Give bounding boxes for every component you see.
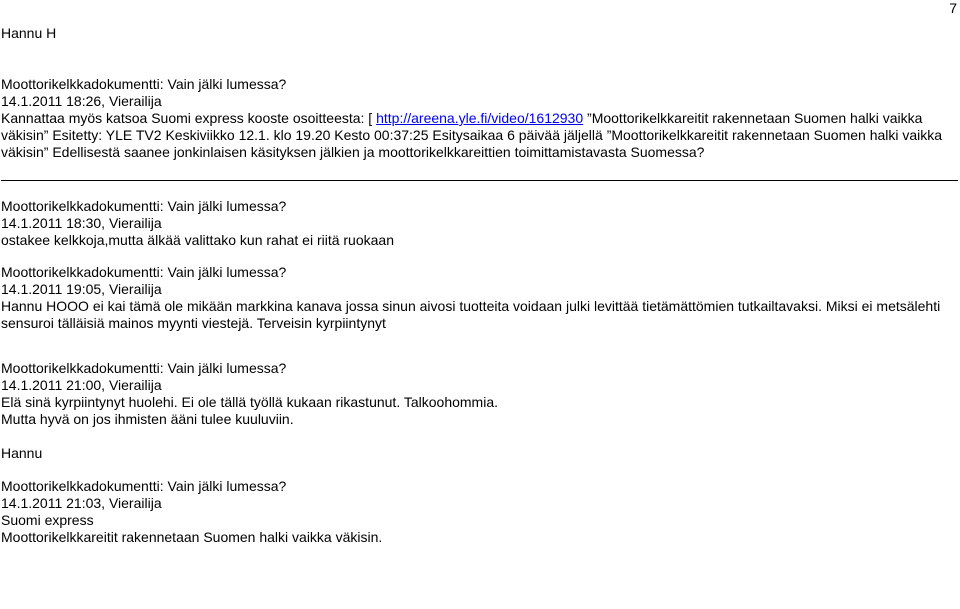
author-name: Hannu H: [1, 25, 57, 41]
page-number: 7: [949, 0, 957, 16]
comment-title: Moottorikelkkadokumentti: Vain jälki lumessa?: [1, 76, 287, 92]
blank-line: [1, 428, 957, 445]
comment-body: Hannu HOOO ei kai tämä ole mikään markkina kanava jossa sinun aivosi tuotteita voidaan julki levittää tietämättömien tutkailtavaksi. Miksi ei metsälehti sensuroi tälläisiä mainos myynti viestejä. Terveisin kyrpiintynyt: [1, 298, 941, 331]
comment-meta: 14.1.2011 19:05, Vierailija: [1, 281, 162, 297]
comment-title: Moottorikelkkadokumentti: Vain jälki lumessa?: [1, 478, 287, 494]
comment-body-line-1: Suomi express: [1, 512, 94, 528]
comment-2: [1, 198, 957, 247]
comment-meta: 14.1.2011 18:26, Vierailija: [1, 93, 162, 109]
comment-body-line-2: Mutta hyvä on jos ihmisten ääni tulee kuuluviin.: [1, 411, 294, 427]
comment-title: Moottorikelkkadokumentti: Vain jälki lumessa?: [1, 360, 287, 376]
comment-5: [1, 478, 957, 546]
comment-title: Moottorikelkkadokumentti: Vain jälki lumessa?: [1, 264, 287, 280]
comment-body: ostakee kelkkoja,mutta älkää valittako kun rahat ei riitä ruokaan: [1, 232, 394, 248]
comment-1: [1, 76, 957, 180]
separator-line: [1, 180, 958, 181]
comment-3: [1, 264, 957, 347]
comment-list: [1, 76, 957, 546]
comment-meta: 14.1.2011 18:30, Vierailija: [1, 215, 162, 231]
body-suffix: ”Moottorikelkkareitit rakennetaan Suomen halki vaikka väkisin” Esitetty: YLE TV2 Keskiviikko 12.1. klo 19.20 Kesto 00:37:25 Esitysaikaa 6 päivää jäljellä ”Moottorikelkkareitit rakennetaan Suomen halki vaikka väkisin” Edellisestä saanee jonkinlaisen käsityksen jälkien ja moottorikelkkareittien toimittamistavasta Suomessa?: [1, 110, 943, 160]
comment-meta: 14.1.2011 21:00, Vierailija: [1, 377, 162, 393]
comment-meta: 14.1.2011 21:03, Vierailija: [1, 495, 162, 511]
comment-body-line-2: Moottorikelkkareitit rakennetaan Suomen halki vaikka väkisin.: [1, 529, 383, 545]
body-prefix: Kannattaa myös katsoa Suomi express kooste osoitteesta: [: [1, 110, 377, 126]
comment-body: [1, 110, 957, 161]
comment-signature: Hannu: [1, 445, 43, 461]
comment-body-line-1: Elä sinä kyrpiintynyt huolehi. Ei ole tällä työllä kukaan rikastunut. Talkoohommia.: [1, 394, 498, 410]
comment-title: Moottorikelkkadokumentti: Vain jälki lumessa?: [1, 198, 287, 214]
video-link[interactable]: http://areena.yle.fi/video/1612930: [376, 110, 584, 126]
comment-4: [1, 360, 957, 460]
